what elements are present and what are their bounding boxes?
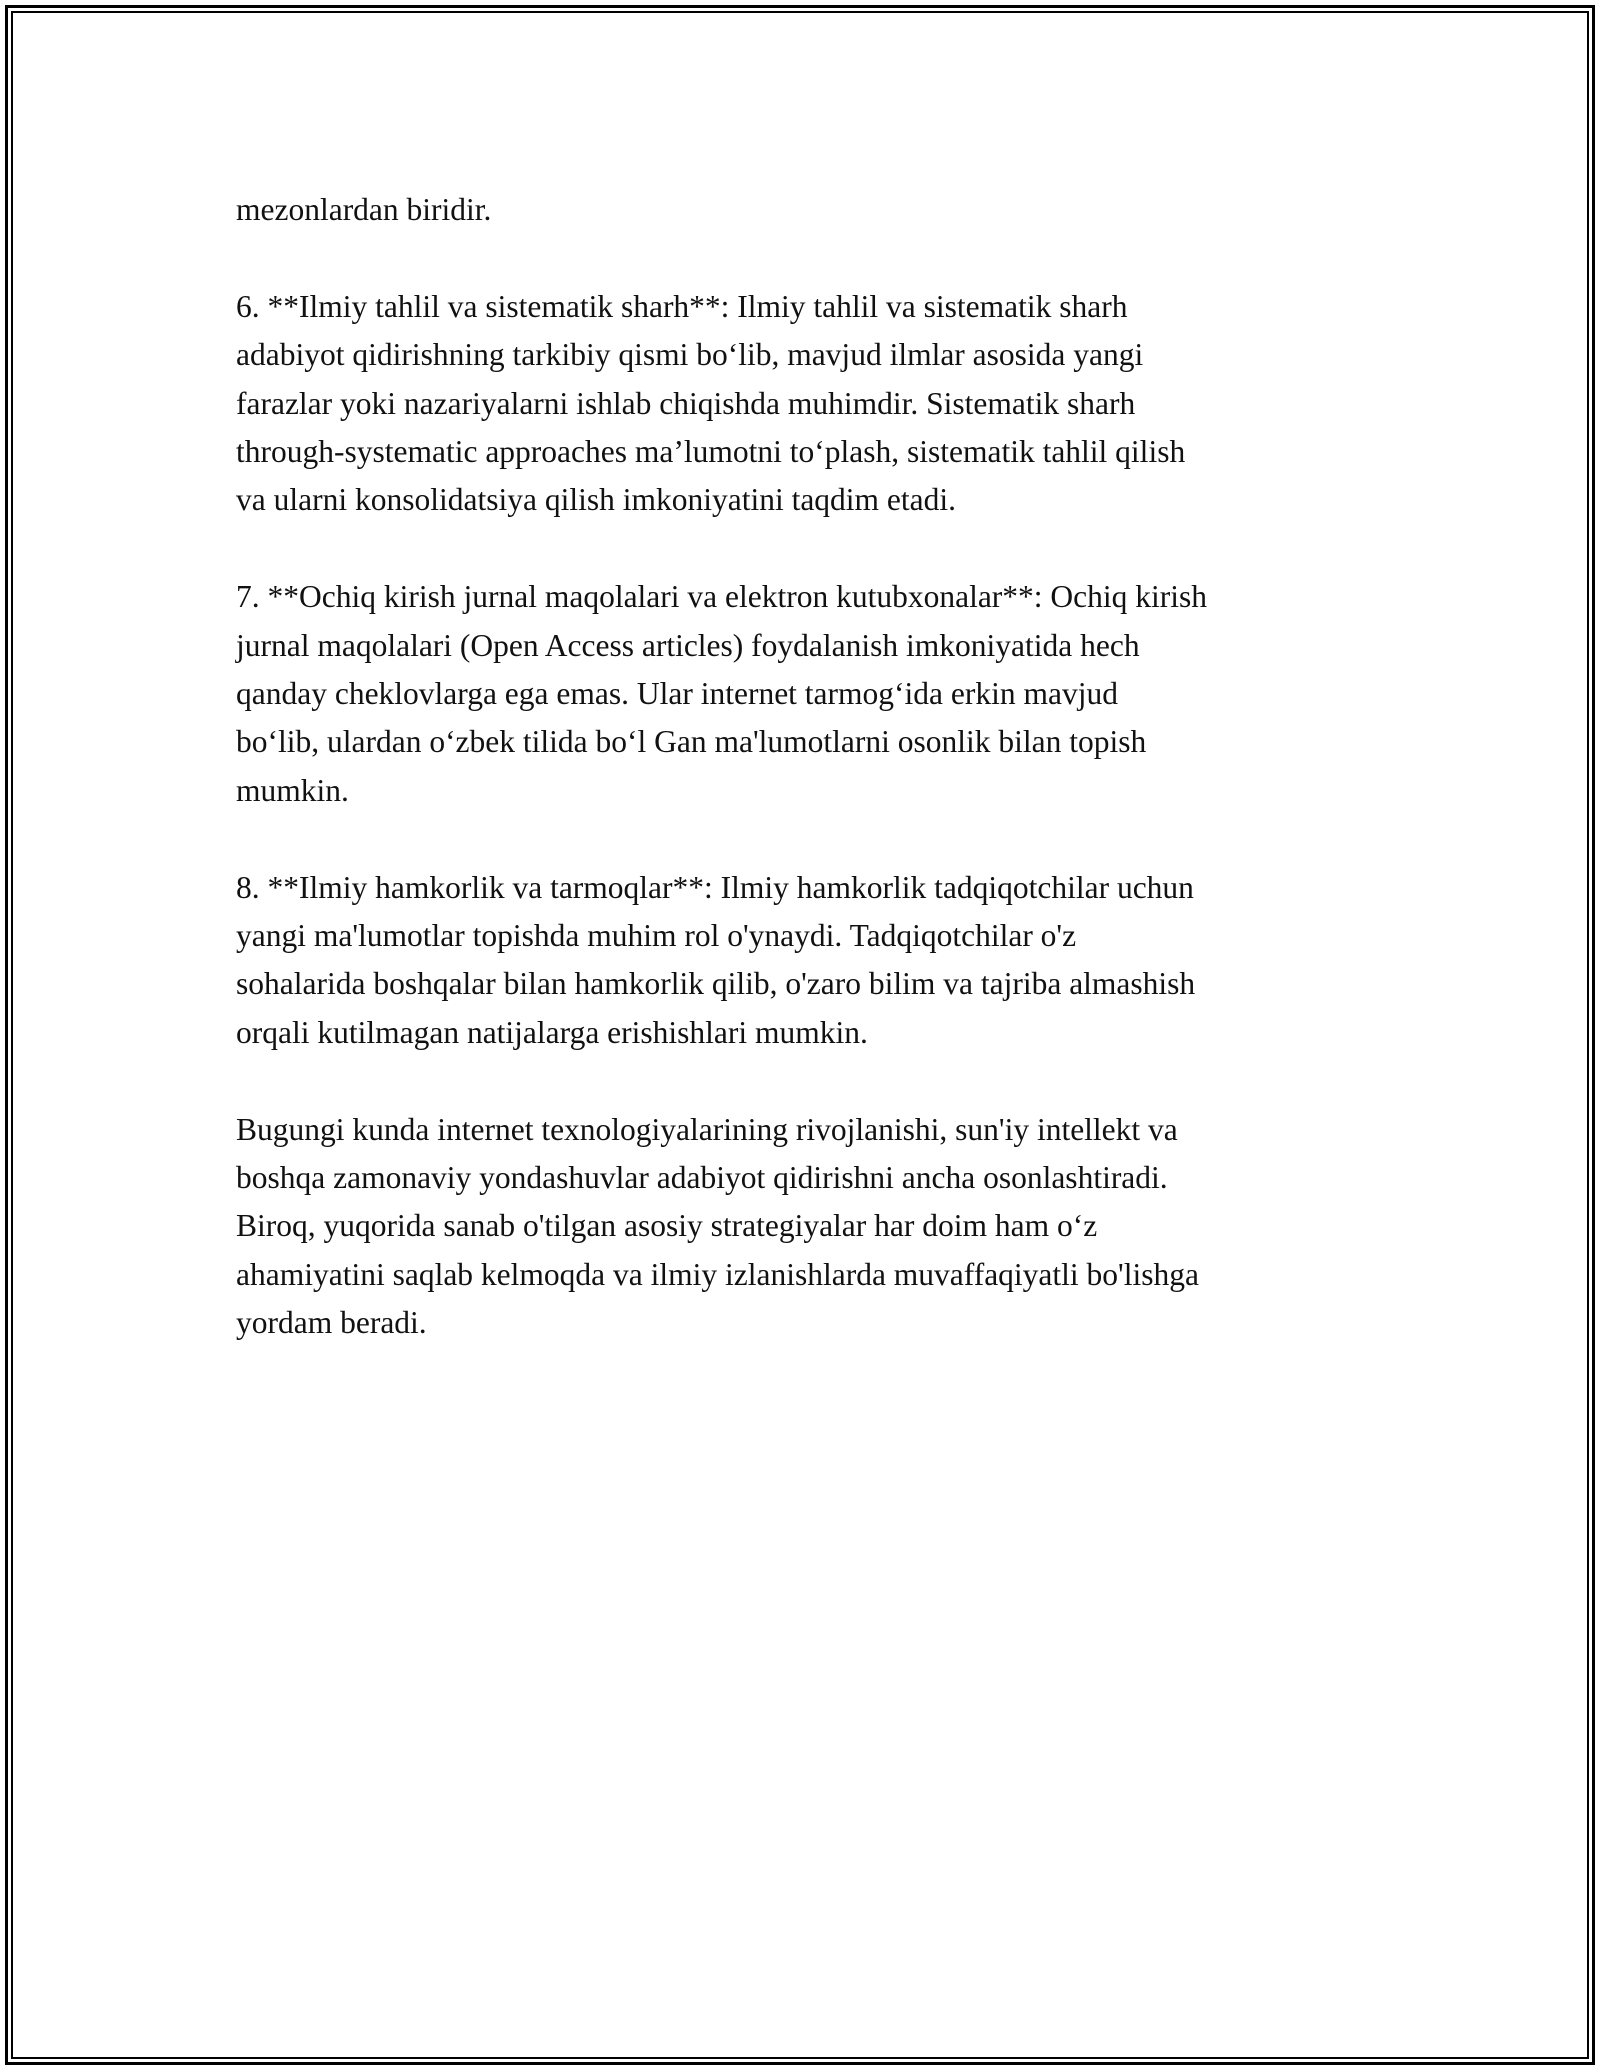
text-line: mumkin. <box>236 772 349 808</box>
text-line: mezonlardan biridir. <box>236 192 492 227</box>
text-line: yangi ma'lumotlar topishda muhim rol o'ynaydi. Tadqiqotchilar o'z <box>236 918 1077 954</box>
text-line: 8. **Ilmiy hamkorlik va tarmoqlar**: Ilmiy hamkorlik tadqiqotchilar uchun <box>236 869 1194 905</box>
text-line: farazlar yoki nazariyalarni ishlab chiqishda muhimdir. Sistematik sharh <box>236 385 1136 421</box>
text-line: orqali kutilmagan natijalarga erishishlari mumkin. <box>236 1014 868 1050</box>
text-line: Biroq, yuqorida sanab o'tilgan asosiy strategiyalar har doim ham o‘z <box>236 1208 1098 1244</box>
text-line: qanday cheklovlarga ega emas. Ular internet tarmog‘ida erkin mavjud <box>236 676 1118 712</box>
text-line: jurnal maqolalari (Open Access articles) foydalanish imkoniyatida hech <box>236 627 1140 663</box>
text-line: through-systematic approaches ma’lumotni to‘plash, sistematik tahlil qilish <box>236 434 1186 470</box>
text-line: bo‘lib, ulardan o‘zbek tilida bo‘l Gan ma'lumotlarni osonlik bilan topish <box>236 724 1147 760</box>
document-body <box>236 186 1396 1396</box>
text-line: va ularni konsolidatsiya qilish imkoniyatini taqdim etadi. <box>236 482 957 518</box>
paragraph-conclusion <box>236 1106 1396 1348</box>
paragraph-continuation <box>236 186 1396 234</box>
text-line: yordam beradi. <box>236 1305 427 1341</box>
text-line: 6. **Ilmiy tahlil va sistematik sharh**: Ilmiy tahlil va sistematik sharh <box>236 288 1128 324</box>
text-line: adabiyot qidirishning tarkibiy qismi bo‘lib, mavjud ilmlar asosida yangi <box>236 337 1144 373</box>
text-line: ahamiyatini saqlab kelmoqda va ilmiy izlanishlarda muvaffaqiyatli bo'lishga <box>236 1256 1199 1292</box>
paragraph-item-6 <box>236 283 1396 525</box>
text-line: boshqa zamonaviy yondashuvlar adabiyot qidirishni ancha osonlashtiradi. <box>236 1160 1168 1196</box>
paragraph-item-8 <box>236 864 1396 1058</box>
text-line: sohalarida boshqalar bilan hamkorlik qilib, o'zaro bilim va tajriba almashish <box>236 966 1196 1002</box>
text-line: Bugungi kunda internet texnologiyalarining rivojlanishi, sun'iy intellekt va <box>236 1111 1178 1147</box>
text-line: 7. **Ochiq kirish jurnal maqolalari va elektron kutubxonalar**: Ochiq kirish <box>236 579 1208 615</box>
paragraph-item-7 <box>236 573 1396 815</box>
